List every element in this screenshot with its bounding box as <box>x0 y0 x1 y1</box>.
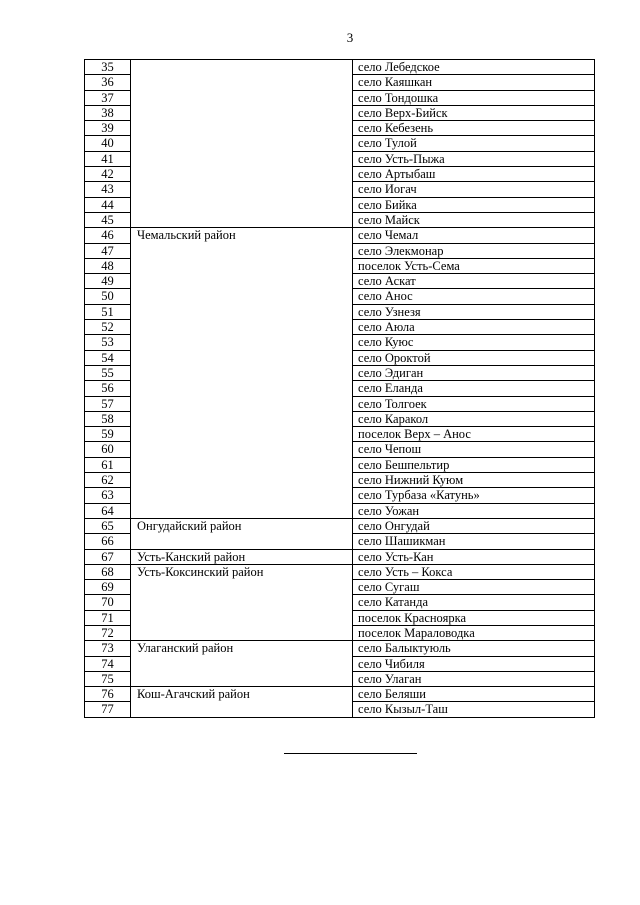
row-number: 57 <box>85 396 131 411</box>
row-number: 50 <box>85 289 131 304</box>
settlement-name: село Толгоек <box>353 396 595 411</box>
row-number: 69 <box>85 580 131 595</box>
settlement-name: село Аюла <box>353 320 595 335</box>
row-number: 37 <box>85 90 131 105</box>
settlement-name: село Сугаш <box>353 580 595 595</box>
row-number: 45 <box>85 212 131 227</box>
settlement-name: село Майск <box>353 212 595 227</box>
row-number: 35 <box>85 60 131 75</box>
row-number: 36 <box>85 75 131 90</box>
row-number: 64 <box>85 503 131 518</box>
row-number: 67 <box>85 549 131 564</box>
table-body <box>85 60 595 718</box>
settlement-name: село Усть-Кан <box>353 549 595 564</box>
row-number: 53 <box>85 335 131 350</box>
row-number: 56 <box>85 381 131 396</box>
row-number: 52 <box>85 320 131 335</box>
settlement-name: село Турбаза «Катунь» <box>353 488 595 503</box>
row-number: 70 <box>85 595 131 610</box>
row-number: 42 <box>85 167 131 182</box>
settlement-name: поселок Красноярка <box>353 610 595 625</box>
settlement-name: село Каяшкан <box>353 75 595 90</box>
settlement-name: село Еланда <box>353 381 595 396</box>
settlement-name: село Усть-Пыжа <box>353 151 595 166</box>
row-number: 59 <box>85 427 131 442</box>
row-number: 51 <box>85 304 131 319</box>
end-of-list-line <box>284 753 417 754</box>
settlement-name: село Тулой <box>353 136 595 151</box>
settlement-name: село Элекмонар <box>353 243 595 258</box>
row-number: 55 <box>85 365 131 380</box>
settlement-name: село Онгудай <box>353 518 595 533</box>
row-number: 58 <box>85 411 131 426</box>
settlement-name: село Чибиля <box>353 656 595 671</box>
settlement-name: село Узнезя <box>353 304 595 319</box>
settlement-name: село Чепош <box>353 442 595 457</box>
settlement-name: поселок Усть-Сема <box>353 258 595 273</box>
row-number: 38 <box>85 105 131 120</box>
settlement-name: село Уожан <box>353 503 595 518</box>
settlement-name: село Артыбаш <box>353 167 595 182</box>
settlement-name: поселок Мараловодка <box>353 625 595 640</box>
district-name <box>131 60 353 228</box>
row-number: 62 <box>85 473 131 488</box>
settlement-name: село Бешпельтир <box>353 457 595 472</box>
settlement-name: село Эдиган <box>353 365 595 380</box>
settlement-name: село Иогач <box>353 182 595 197</box>
settlement-name: село Балыктуюль <box>353 641 595 656</box>
settlement-name: село Улаган <box>353 671 595 686</box>
settlement-name: село Каракол <box>353 411 595 426</box>
row-number: 40 <box>85 136 131 151</box>
table-row <box>85 228 595 243</box>
settlement-name: село Шашикман <box>353 534 595 549</box>
row-number: 46 <box>85 228 131 243</box>
row-number: 72 <box>85 625 131 640</box>
row-number: 44 <box>85 197 131 212</box>
row-number: 66 <box>85 534 131 549</box>
table-row <box>85 549 595 564</box>
district-name: Онгудайский район <box>131 518 353 549</box>
settlement-name: село Усть – Кокса <box>353 564 595 579</box>
row-number: 73 <box>85 641 131 656</box>
row-number: 47 <box>85 243 131 258</box>
settlement-name: село Бийка <box>353 197 595 212</box>
row-number: 39 <box>85 121 131 136</box>
settlement-name: село Кебезень <box>353 121 595 136</box>
row-number: 63 <box>85 488 131 503</box>
row-number: 61 <box>85 457 131 472</box>
row-number: 74 <box>85 656 131 671</box>
row-number: 71 <box>85 610 131 625</box>
settlement-name: село Чемал <box>353 228 595 243</box>
district-name: Усть-Канский район <box>131 549 353 564</box>
row-number: 68 <box>85 564 131 579</box>
district-name: Чемальский район <box>131 228 353 519</box>
row-number: 54 <box>85 350 131 365</box>
settlement-name: село Кызыл-Таш <box>353 702 595 717</box>
table-row <box>85 641 595 656</box>
settlement-name: село Ороктой <box>353 350 595 365</box>
settlements-table <box>84 59 595 718</box>
district-name: Улаганский район <box>131 641 353 687</box>
settlement-name: село Лебедское <box>353 60 595 75</box>
settlement-name: поселок Верх – Анос <box>353 427 595 442</box>
settlement-name: село Анос <box>353 289 595 304</box>
table-row <box>85 564 595 579</box>
row-number: 48 <box>85 258 131 273</box>
table-row <box>85 518 595 533</box>
district-name: Усть-Коксинский район <box>131 564 353 640</box>
row-number: 60 <box>85 442 131 457</box>
settlement-name: село Тондошка <box>353 90 595 105</box>
settlement-name: село Катанда <box>353 595 595 610</box>
settlement-name: село Беляши <box>353 687 595 702</box>
row-number: 77 <box>85 702 131 717</box>
settlement-name: село Аскат <box>353 274 595 289</box>
row-number: 76 <box>85 687 131 702</box>
row-number: 41 <box>85 151 131 166</box>
district-name: Кош-Агачский район <box>131 687 353 718</box>
row-number: 65 <box>85 518 131 533</box>
settlement-name: село Куюс <box>353 335 595 350</box>
row-number: 43 <box>85 182 131 197</box>
row-number: 75 <box>85 671 131 686</box>
table-row <box>85 687 595 702</box>
row-number: 49 <box>85 274 131 289</box>
settlement-name: село Нижний Куюм <box>353 473 595 488</box>
page-number: 3 <box>346 30 354 45</box>
settlement-name: село Верх-Бийск <box>353 105 595 120</box>
table-row <box>85 60 595 75</box>
